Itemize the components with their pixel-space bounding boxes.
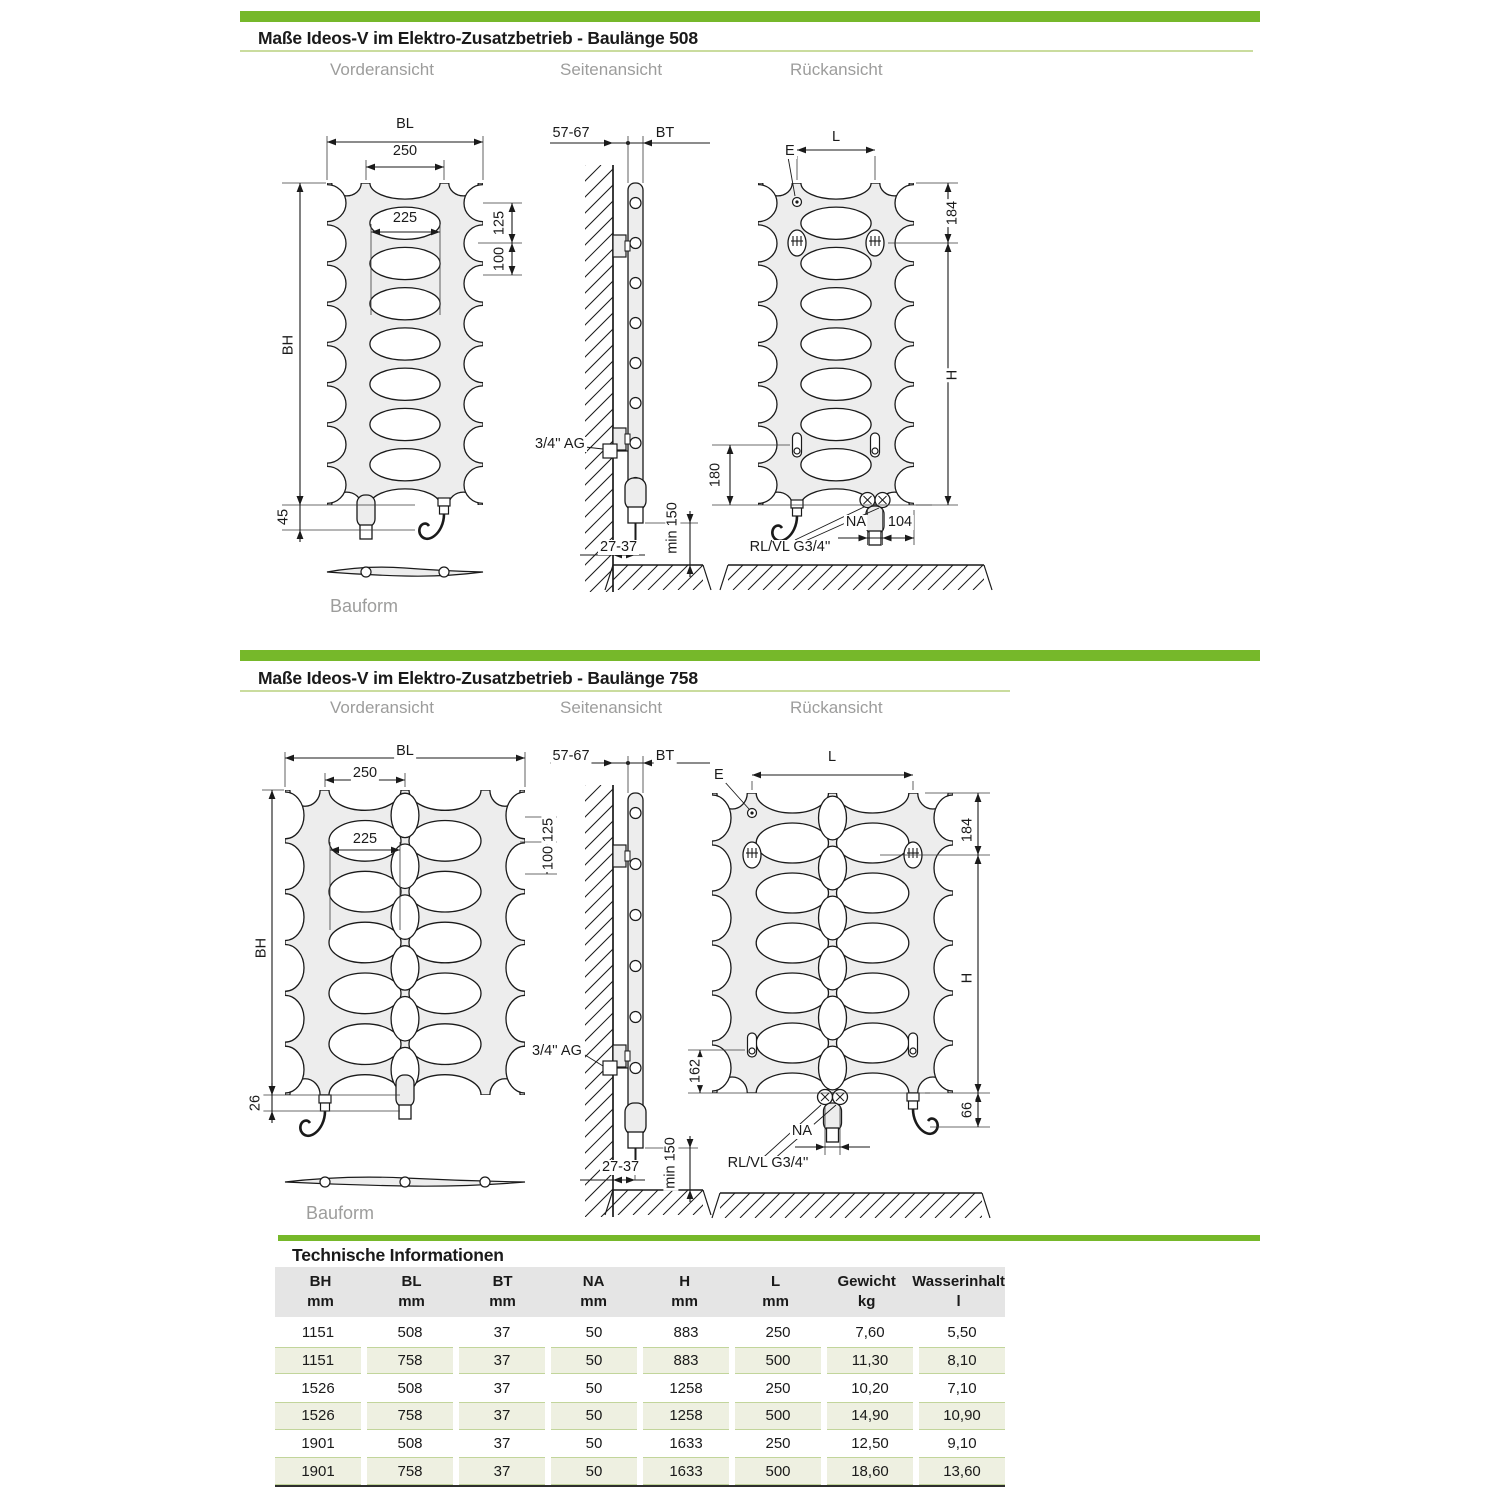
dim-label-225: 225	[352, 831, 378, 847]
section2-bauform-caption: Bauform	[306, 1203, 375, 1223]
section2-front-view-label: Vorderansicht	[330, 698, 434, 717]
dim-label-125: 125	[491, 210, 508, 236]
dim-label-bl: BL	[396, 743, 414, 759]
table-cell: 1151	[275, 1347, 361, 1375]
table-cell: 1151	[301, 1324, 335, 1342]
table-cell: 50	[585, 1435, 603, 1453]
table-cell: 1258	[669, 1379, 703, 1397]
table-row	[275, 1374, 1005, 1402]
table-cell: 7,60	[855, 1324, 885, 1342]
table-cell: 7,10	[947, 1379, 977, 1397]
table-cell: 500	[735, 1347, 821, 1375]
dim-label-rlvl: RL/VL G3/4''	[749, 539, 831, 555]
table-cell: 10,90	[919, 1402, 1005, 1430]
dim-label-h: H	[959, 972, 976, 984]
table-row	[275, 1457, 1005, 1485]
section2-front-view-drawing	[247, 745, 570, 1245]
dim-label-l: L	[831, 129, 841, 145]
table-cell: 508	[397, 1379, 423, 1397]
table-cell: 758	[367, 1402, 453, 1430]
table-cell: 508	[397, 1324, 423, 1342]
dim-label-100: 100	[540, 845, 557, 871]
table-cell: 50	[585, 1324, 603, 1342]
dim-label-184: 184	[944, 200, 961, 226]
dim-label-min150: min 150	[662, 1137, 679, 1189]
dim-label-100: 100	[491, 246, 508, 272]
dim-label-bt: BT	[655, 125, 675, 141]
dim-label-180: 180	[707, 462, 724, 488]
dim-label-104: 104	[887, 514, 913, 530]
dim-label-l: L	[827, 749, 837, 765]
table-accent-bar	[278, 1235, 1260, 1241]
section2-side-view-label: Seitenansicht	[560, 698, 663, 717]
table-cell: 13,60	[919, 1457, 1005, 1485]
section1-accent-bar	[240, 11, 1260, 22]
table-cell: 1258	[643, 1402, 729, 1430]
dim-label-min150: min 150	[664, 502, 681, 554]
dim-label-ag: 3/4'' AG	[532, 1043, 582, 1059]
table-cell: 1633	[669, 1435, 703, 1453]
dim-label-184: 184	[959, 817, 976, 843]
dim-label-45: 45	[275, 508, 292, 526]
dim-label-57-67: 57-67	[552, 748, 590, 764]
table-cell: 1901	[301, 1435, 335, 1453]
table-cell: 18,60	[827, 1457, 913, 1485]
dim-label-57-67: 57-67	[552, 125, 590, 141]
table-cell: 12,50	[851, 1435, 889, 1453]
table-cell: 883	[643, 1347, 729, 1375]
table-cell: 50	[551, 1347, 637, 1375]
table-cell: 883	[673, 1324, 699, 1342]
table-cell: 1633	[643, 1457, 729, 1485]
dim-label-125: 125	[540, 817, 557, 843]
column-header: H mm	[671, 1272, 698, 1310]
section2-rear-view-label: Rückansicht	[790, 698, 883, 717]
dim-label-bh: BH	[253, 937, 270, 959]
table-cell: 50	[551, 1402, 637, 1430]
dim-label-na: NA	[845, 514, 867, 530]
dim-label-ag: 3/4'' AG	[535, 436, 585, 452]
dim-label-bt: BT	[655, 748, 675, 764]
section1-side-view-label: Seitenansicht	[560, 60, 663, 79]
table-cell: 5,50	[947, 1324, 977, 1342]
column-header: BT mm	[489, 1272, 516, 1310]
table-cell: 50	[551, 1457, 637, 1485]
table-body	[275, 1319, 1005, 1487]
dim-label-26: 26	[247, 1094, 264, 1112]
dim-label-250: 250	[392, 143, 418, 159]
table-cell: 11,30	[827, 1347, 913, 1375]
table-cell: 500	[735, 1457, 821, 1485]
table-row	[275, 1402, 1005, 1430]
dim-label-bh: BH	[280, 334, 297, 356]
table-cell: 37	[459, 1347, 545, 1375]
section2-divider	[240, 690, 1010, 692]
table-cell: 758	[367, 1457, 453, 1485]
section1-bauform-caption: Bauform	[330, 596, 399, 616]
table-cell: 500	[735, 1402, 821, 1430]
column-header: Gewicht kg	[837, 1272, 896, 1310]
column-header: NA mm	[580, 1272, 607, 1310]
table-cell: 1526	[275, 1402, 361, 1430]
dim-label-e: E	[785, 143, 795, 159]
table-cell: 250	[765, 1324, 791, 1342]
section1-front-view-label: Vorderansicht	[330, 60, 434, 79]
table-cell: 1901	[275, 1457, 361, 1485]
section1-title: Maße Ideos-V im Elektro-Zusatzbetrieb - Baulänge 508	[258, 28, 698, 48]
dim-label-225: 225	[392, 210, 418, 226]
column-header: BH mm	[307, 1272, 334, 1310]
table-cell: 508	[397, 1435, 423, 1453]
section1-divider	[240, 50, 1253, 52]
table-cell: 37	[493, 1379, 511, 1397]
section1-rear-view-drawing	[700, 110, 1010, 630]
table-cell: 9,10	[947, 1435, 977, 1453]
table-cell: 1526	[301, 1379, 335, 1397]
table-cell: 37	[459, 1457, 545, 1485]
column-header: Wasserinhalt l	[912, 1272, 1005, 1310]
table-cell: 250	[765, 1379, 791, 1397]
table-row	[275, 1347, 1005, 1375]
table-title: Technische Informationen	[292, 1245, 504, 1265]
dim-label-na: NA	[791, 1123, 813, 1139]
table-cell: 37	[493, 1435, 511, 1453]
dim-label-66: 66	[959, 1101, 976, 1119]
dim-label-bl: BL	[396, 116, 414, 132]
dim-label-rlvl: RL/VL G3/4''	[727, 1155, 809, 1171]
table-cell: 758	[367, 1347, 453, 1375]
section1-rear-view-label: Rückansicht	[790, 60, 883, 79]
table-header-row	[275, 1267, 1005, 1317]
section1-front-view-drawing	[250, 110, 570, 630]
section2-title: Maße Ideos-V im Elektro-Zusatzbetrieb - Baulänge 758	[258, 668, 698, 688]
table-cell: 10,20	[851, 1379, 889, 1397]
dim-label-27-37: 27-37	[600, 539, 638, 555]
section2-accent-bar	[240, 650, 1260, 661]
dim-label-e: E	[714, 767, 724, 783]
column-header: BL mm	[398, 1272, 425, 1310]
table-row	[275, 1319, 1005, 1347]
dim-label-h: H	[944, 369, 961, 381]
column-header: L mm	[762, 1272, 789, 1310]
table-cell: 37	[459, 1402, 545, 1430]
table-cell: 8,10	[919, 1347, 1005, 1375]
table-cell: 14,90	[827, 1402, 913, 1430]
dim-label-162: 162	[687, 1058, 704, 1084]
table-cell: 250	[765, 1435, 791, 1453]
table-row	[275, 1430, 1005, 1458]
table-cell: 50	[585, 1379, 603, 1397]
dim-label-250: 250	[352, 765, 378, 781]
table-cell: 37	[493, 1324, 511, 1342]
technical-info-table	[275, 1267, 1005, 1487]
dim-label-27-37: 27-37	[602, 1159, 640, 1175]
